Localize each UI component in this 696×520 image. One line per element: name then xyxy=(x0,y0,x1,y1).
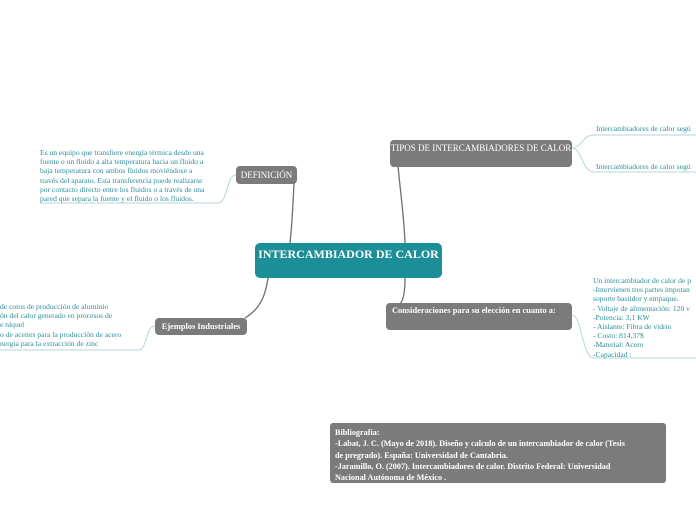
note-line: pared que separa la fuente y el fluido o los fluidos. xyxy=(40,194,194,204)
definicion-label: DEFINICIÓN xyxy=(240,170,293,180)
note-line: Un intercambiador de calor de p xyxy=(593,276,692,285)
note-line: -Material: Acero xyxy=(593,340,644,350)
note-line: de cotos de producción de aluminio xyxy=(0,302,109,311)
note-line: por contacto directo entre los fluidos o a través de una xyxy=(40,184,205,194)
branch-consideraciones xyxy=(400,278,405,304)
note-line: soporte bastidor y empaque. xyxy=(593,294,679,304)
tipos-child-1[interactable] xyxy=(596,124,691,133)
tipos-child-2[interactable] xyxy=(596,162,691,171)
consideraciones-label: Consideraciones para su elección en cuanto a: xyxy=(392,306,556,315)
ejemplos-node[interactable] xyxy=(155,318,247,335)
note-line: e níquel xyxy=(0,320,25,330)
note-line: - Aislante: Fibra de vidrio xyxy=(593,322,672,332)
central-topic-node[interactable] xyxy=(255,243,442,278)
note-line: través del aparato. Esta transferencia puede realizarse xyxy=(40,175,203,185)
consideraciones-node[interactable] xyxy=(386,303,572,330)
branch-tipos xyxy=(398,165,405,243)
note-line: ón del calor generado en procesos de xyxy=(0,311,113,321)
bibliografia-line: -Jaramillo, O. (2007). Intercambiadores de calor. Distrito Federal: Universidad xyxy=(335,461,611,471)
line-tipos-child-1 xyxy=(572,135,696,148)
tipos-node[interactable] xyxy=(390,140,572,167)
note-line: - Costo: 814,37$ xyxy=(593,331,644,341)
ejemplos-label: Ejemplos Industriales xyxy=(161,322,241,331)
consideraciones-note xyxy=(593,276,691,359)
bibliografia-line: Bibliografía: xyxy=(335,428,380,437)
tipos-child-1-label: Intercambiadores de calor segú xyxy=(596,124,691,133)
bibliografia-node[interactable] xyxy=(330,423,666,483)
note-line: -Capacidad : xyxy=(593,349,632,359)
note-line: fuente o un fluido a alta temperatura hacia un fluido a xyxy=(40,157,204,167)
central-topic-title: INTERCAMBIADOR DE CALOR xyxy=(258,247,439,261)
note-line: - Voltaje de alimentación: 120 v xyxy=(593,303,690,313)
note-line: Es un equipo que transfiere energía térmica desde una xyxy=(40,148,204,157)
note-line: -Intervienen tres partes impotan xyxy=(593,285,690,295)
tipos-label: TIPOS DE INTERCAMBIADORES DE CALOR xyxy=(390,143,572,153)
definicion-note xyxy=(40,148,204,203)
note-line: baja temperatura con ambos fluidos moviéndose a xyxy=(40,166,193,176)
branch-ejemplos xyxy=(245,278,268,318)
note-line: o de aceites para la producción de acero xyxy=(0,329,122,339)
bibliografia-line: Nacional Autónoma de México . xyxy=(335,473,447,483)
bibliografia-line: -Labat, J. C. (Mayo de 2018). Diseño y calculo de un intercambiador de calor (Tesis xyxy=(335,439,625,449)
definicion-node[interactable] xyxy=(236,166,297,184)
note-line: -Potencia: 3,1 KW xyxy=(593,312,650,322)
note-line: nergía para la extracción de zinc xyxy=(0,338,99,348)
branch-definicion xyxy=(290,183,294,243)
bibliografia-line: de pregrado). España: Universidad de Cantabria. xyxy=(335,450,508,460)
tipos-child-2-label: Intercambiadores de calor segú xyxy=(596,162,691,171)
ejemplos-note xyxy=(0,302,121,348)
